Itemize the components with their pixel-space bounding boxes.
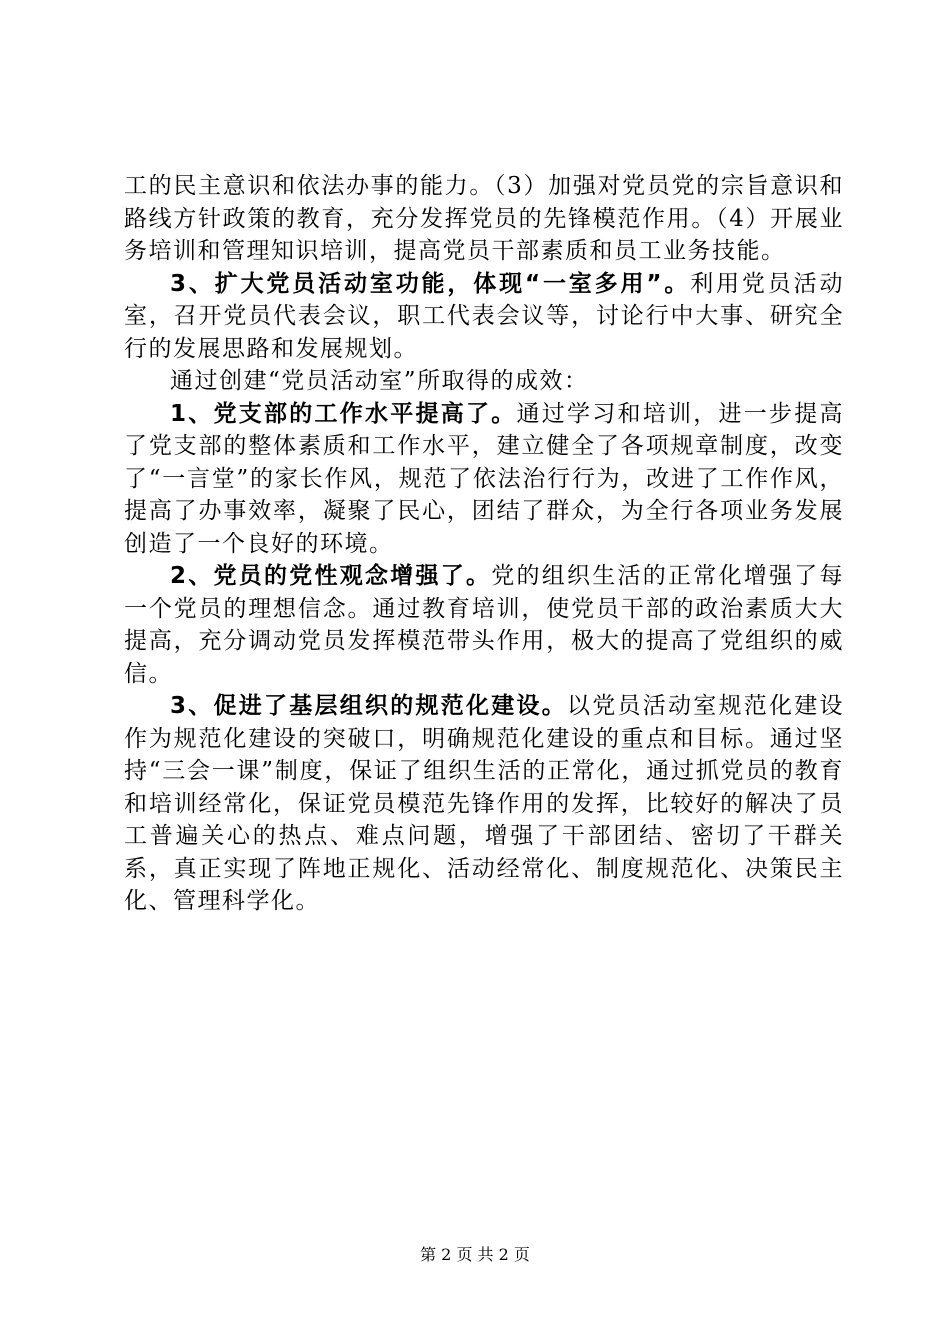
paragraph-text: 工的民主意识和依法办事的能力。（3）加强对党员党的宗旨意识和路线方针政策的教育，充分发挥党员的先锋模范作用。（4）开展业务培训和管理知识培训，提高党员干部素质和员工业务技能。 (124, 173, 844, 264)
paragraph-activity-room-function (124, 268, 844, 366)
paragraph-text: 以党员活动室规范化建设作为规范化建设的突破口，明确规范化建设的重点和目标。通过坚持“三会一课”制度，保证了组织生活的正常化，通过抓党员的教育和培训经常化，保证党员模范先锋作用的发挥，比较好的解决了员工普遍关心的热点、难点问题，增强了干部团结、密切了干群关系，真正实现了阵地正规化、活动经常化、制度规范化、决策民主化、管理科学化。 (124, 693, 844, 914)
paragraph-standardization (124, 690, 844, 918)
paragraph-heading: 2、党员的党性观念增强了。 (170, 563, 492, 589)
paragraph-party-spirit (124, 560, 844, 690)
paragraph-text: 利用党员活动室，召开党员代表会议，职工代表会议等，讨论行中大事、研究全行的发展思路和发展规划。 (124, 270, 844, 362)
paragraph-results-intro (124, 365, 844, 398)
paragraph-text: 通过学习和培训，进一步提高了党支部的整体素质和工作水平，建立健全了各项规章制度，改变了“一言堂”的家长作风，规范了依法治行行为，改进了工作作风，提高了办事效率，凝聚了民心，团结了群众，为全行各项业务发展创造了一个良好的环境。 (124, 400, 844, 557)
paragraph-heading: 1、党支部的工作水平提高了。 (170, 400, 517, 427)
page-footer (0, 1242, 950, 1265)
paragraph-work-level (124, 398, 844, 561)
document-body (124, 170, 844, 918)
paragraph-text: 通过创建“党员活动室”所取得的成效： (170, 368, 589, 394)
page-number-label: 第 2 页 共 2 页 (420, 1245, 530, 1264)
paragraph-heading: 3、扩大党员活动室功能，体现“一室多用”。 (170, 270, 691, 297)
paragraph-heading: 3、促进了基层组织的规范化建设。 (170, 693, 567, 719)
paragraph-text: 党的组织生活的正常化增强了每一个党员的理想信念。通过教育培训，使党员干部的政治素质大大提高，充分调动党员发挥模范带头作用，极大的提高了党组织的威信。 (124, 563, 844, 687)
paragraph-continuation (124, 170, 844, 268)
